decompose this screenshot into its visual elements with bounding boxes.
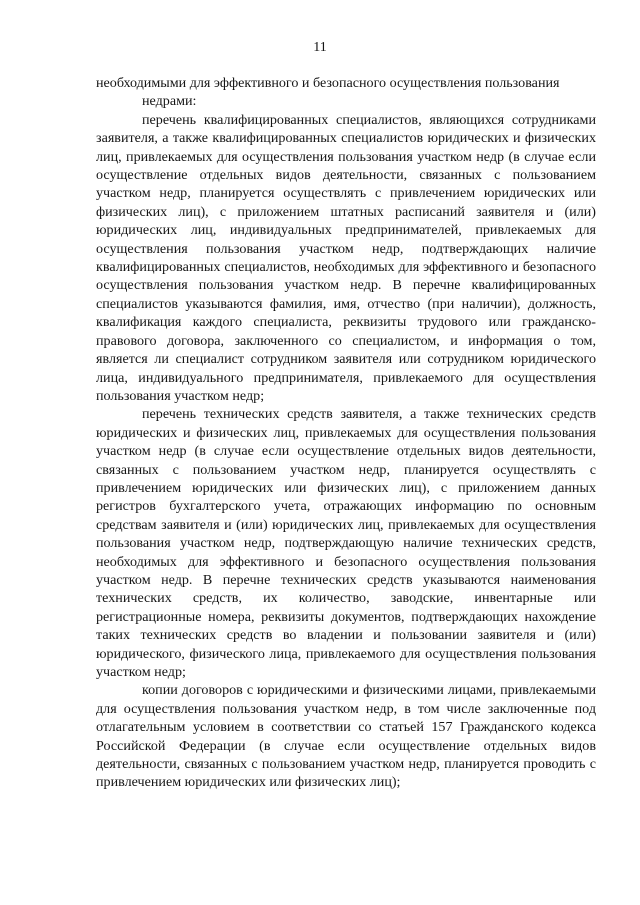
page-number: 11 [313,40,327,55]
document-body [96,74,596,792]
paragraph-continuation-line: необходимыми для эффективного и безопасного осуществления пользования [96,75,560,91]
paragraph-continuation [96,74,596,111]
paragraph-specialists-list: перечень квалифицированных специалистов, являющихся сотрудниками заявителя, а также квалифицированных специалистов юридических и физических лиц, привлекаемых для осуществления пользования участком недр (в случае если осуществление отдельных видов деятельности, связанных с пользованием участком недр, планируется осуществлять с привлечением юридических или физических лиц), с приложением штатных расписаний заявителя и (или) юридических лиц, индивидуальных предпринимателей, привлекаемых для осуществления пользования участком недр, подтверждающих наличие квалифицированных специалистов, необходимых для эффективного и безопасного осуществления пользования участком недр. В перечне квалифицированных специалистов указываются фамилия, имя, отчество (при наличии), должность, квалификация каждого специалиста, реквизиты трудового или гражданско-правового договора, заключенного со специалистом, и информация о том, является ли специалист сотрудником заявителя или сотрудником юридического лица, индивидуального предпринимателя, привлекаемого для осуществления пользования участком недр; [96,111,596,404]
paragraph-technical-means-list: перечень технических средств заявителя, а также технических средств юридических и физических лиц, привлекаемых для осуществления пользования участком недр (в случае если осуществление отдельных видов деятельности, связанных с пользованием участком недр, планируется осуществлять с привлечением юридических или физических лиц), с приложением данных регистров бухгалтерского учета, отражающих информацию по основным средствам заявителя и (или) юридических лиц, привлекаемых для осуществления пользования участком недр, подтверждающую наличие технических средств, необходимых для эффективного и безопасного осуществления пользования участком недр. В перечне технических средств указываются наименования технических средств, их количество, заводские, инвентарные или регистрационные номера, реквизиты документов, подтверждающих нахождение таких технических средств во владении и пользовании заявителя и (или) юридического, физического лица, привлекаемого для осуществления пользования участком недр; [96,406,596,680]
paragraph-contract-copies: копии договоров с юридическими и физическими лицами, привлекаемыми для осуществления пользования участком недр, в том числе заключенные под отлагательным условием в соответствии со статьей 157 Гражданского кодекса Российской Федерации (в случае если осуществление отдельных видов деятельности, связанных с пользованием участком недр, планируется проводить с привлечением юридических или физических лиц); [96,682,596,791]
paragraph-continuation-tail: недрами: [142,93,197,110]
